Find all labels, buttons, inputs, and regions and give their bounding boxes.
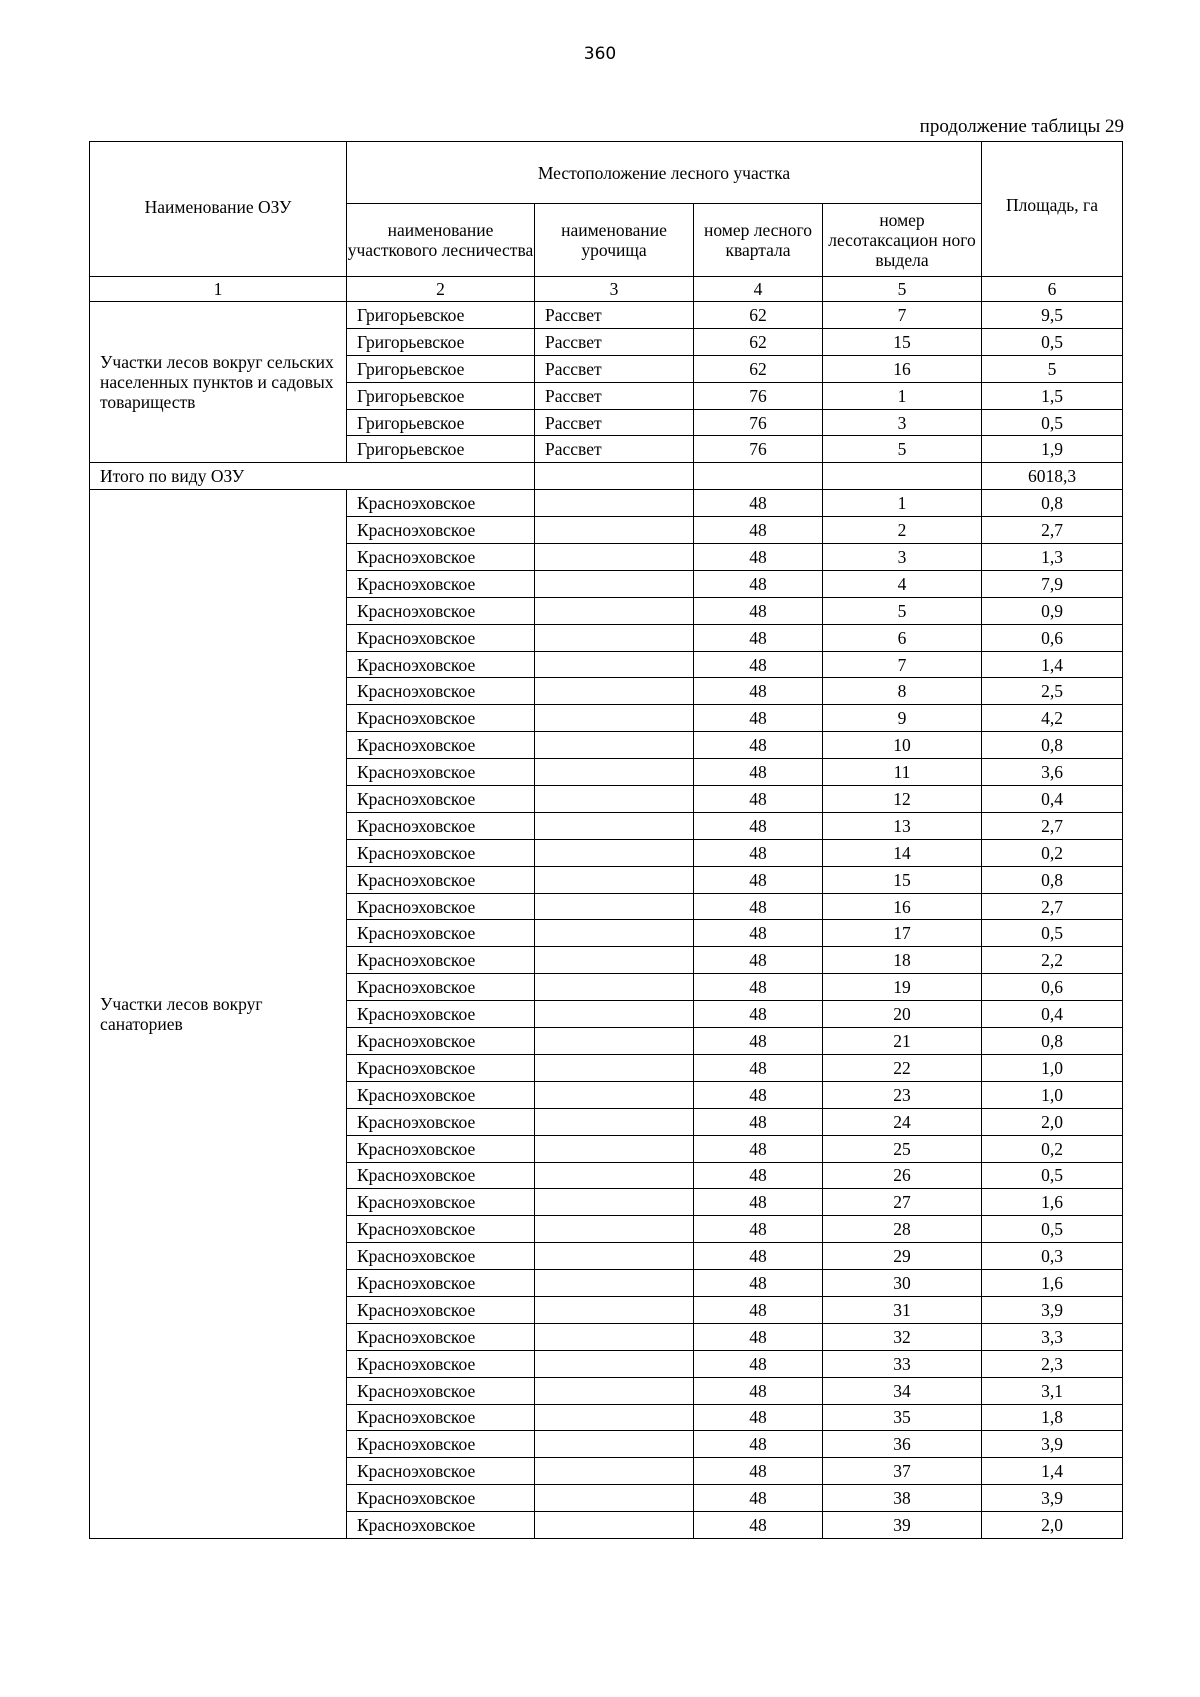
ozu-name-cell: Участки лесов вокруг санаториев	[90, 490, 347, 1539]
cell-forestry: Красноэховское	[347, 812, 535, 839]
cell-quarter: 48	[694, 1108, 823, 1135]
cell-forestry: Красноэховское	[347, 839, 535, 866]
cell-allotment: 15	[823, 328, 982, 355]
cell-tract	[535, 678, 694, 705]
cell-quarter: 48	[694, 1296, 823, 1323]
cell-quarter: 76	[694, 382, 823, 409]
cell-area: 1,0	[982, 1081, 1123, 1108]
cell-forestry: Красноэховское	[347, 920, 535, 947]
cell-forestry: Красноэховское	[347, 1054, 535, 1081]
cell-quarter: 48	[694, 866, 823, 893]
cell-forestry: Красноэховское	[347, 1108, 535, 1135]
cell-quarter: 48	[694, 974, 823, 1001]
cell-forestry: Красноэховское	[347, 866, 535, 893]
cell-area: 2,3	[982, 1350, 1123, 1377]
cell-forestry: Красноэховское	[347, 1485, 535, 1512]
empty-cell	[823, 463, 982, 490]
cell-tract	[535, 1162, 694, 1189]
cell-tract: Рассвет	[535, 409, 694, 436]
cell-forestry: Красноэховское	[347, 947, 535, 974]
column-number: 2	[347, 277, 535, 302]
cell-forestry: Красноэховское	[347, 974, 535, 1001]
cell-area: 3,1	[982, 1377, 1123, 1404]
cell-forestry: Григорьевское	[347, 382, 535, 409]
cell-quarter: 48	[694, 893, 823, 920]
cell-forestry: Красноэховское	[347, 786, 535, 813]
cell-area: 2,2	[982, 947, 1123, 974]
cell-area: 1,6	[982, 1270, 1123, 1297]
cell-allotment: 9	[823, 705, 982, 732]
cell-quarter: 48	[694, 920, 823, 947]
cell-area: 0,6	[982, 624, 1123, 651]
cell-allotment: 19	[823, 974, 982, 1001]
cell-area: 2,0	[982, 1512, 1123, 1539]
cell-quarter: 48	[694, 1485, 823, 1512]
cell-allotment: 32	[823, 1323, 982, 1350]
cell-forestry: Красноэховское	[347, 1243, 535, 1270]
cell-tract	[535, 866, 694, 893]
cell-quarter: 48	[694, 812, 823, 839]
cell-allotment: 2	[823, 517, 982, 544]
empty-cell	[694, 463, 823, 490]
column-number: 6	[982, 277, 1123, 302]
cell-area: 5	[982, 355, 1123, 382]
cell-allotment: 16	[823, 893, 982, 920]
column-number: 5	[823, 277, 982, 302]
cell-tract	[535, 1377, 694, 1404]
cell-allotment: 3	[823, 409, 982, 436]
cell-allotment: 8	[823, 678, 982, 705]
cell-quarter: 48	[694, 1216, 823, 1243]
cell-forestry: Красноэховское	[347, 732, 535, 759]
forest-plots-table	[89, 141, 1123, 1539]
column-numbers-row	[90, 277, 1123, 302]
cell-tract	[535, 1296, 694, 1323]
cell-area: 0,6	[982, 974, 1123, 1001]
cell-forestry: Красноэховское	[347, 597, 535, 624]
cell-area: 0,5	[982, 409, 1123, 436]
cell-tract	[535, 1081, 694, 1108]
cell-quarter: 48	[694, 1243, 823, 1270]
table-row	[90, 302, 1123, 329]
cell-allotment: 28	[823, 1216, 982, 1243]
cell-quarter: 62	[694, 302, 823, 329]
cell-forestry: Красноэховское	[347, 1404, 535, 1431]
cell-forestry: Красноэховское	[347, 1350, 535, 1377]
cell-tract	[535, 1350, 694, 1377]
cell-quarter: 48	[694, 570, 823, 597]
cell-allotment: 29	[823, 1243, 982, 1270]
cell-allotment: 16	[823, 355, 982, 382]
cell-allotment: 13	[823, 812, 982, 839]
cell-quarter: 48	[694, 1162, 823, 1189]
header-allotment: номер лесотаксацион ного выдела	[823, 204, 982, 277]
cell-tract	[535, 1001, 694, 1028]
header-name: Наименование ОЗУ	[90, 142, 347, 277]
cell-forestry: Красноэховское	[347, 544, 535, 571]
cell-quarter: 48	[694, 651, 823, 678]
cell-forestry: Красноэховское	[347, 624, 535, 651]
cell-forestry: Красноэховское	[347, 1135, 535, 1162]
cell-tract: Рассвет	[535, 328, 694, 355]
cell-tract	[535, 1431, 694, 1458]
cell-quarter: 48	[694, 839, 823, 866]
cell-tract: Рассвет	[535, 355, 694, 382]
cell-area: 2,5	[982, 678, 1123, 705]
cell-area: 0,5	[982, 1216, 1123, 1243]
cell-quarter: 48	[694, 732, 823, 759]
cell-quarter: 48	[694, 1001, 823, 1028]
cell-forestry: Красноэховское	[347, 570, 535, 597]
cell-allotment: 5	[823, 436, 982, 463]
cell-tract: Рассвет	[535, 382, 694, 409]
cell-tract	[535, 570, 694, 597]
cell-tract	[535, 1323, 694, 1350]
cell-area: 1,0	[982, 1054, 1123, 1081]
cell-tract	[535, 544, 694, 571]
cell-quarter: 48	[694, 786, 823, 813]
cell-allotment: 31	[823, 1296, 982, 1323]
cell-allotment: 6	[823, 624, 982, 651]
header-tract: наименование урочища	[535, 204, 694, 277]
cell-allotment: 35	[823, 1404, 982, 1431]
cell-area: 7,9	[982, 570, 1123, 597]
cell-tract	[535, 1458, 694, 1485]
cell-forestry: Красноэховское	[347, 1323, 535, 1350]
cell-area: 0,8	[982, 1028, 1123, 1055]
cell-area: 0,8	[982, 732, 1123, 759]
cell-quarter: 48	[694, 597, 823, 624]
cell-quarter: 48	[694, 1431, 823, 1458]
cell-tract	[535, 1404, 694, 1431]
cell-tract	[535, 1054, 694, 1081]
empty-cell	[535, 463, 694, 490]
cell-forestry: Красноэховское	[347, 1270, 535, 1297]
cell-area: 0,4	[982, 786, 1123, 813]
cell-tract	[535, 1028, 694, 1055]
cell-tract	[535, 893, 694, 920]
cell-area: 1,9	[982, 436, 1123, 463]
cell-quarter: 48	[694, 759, 823, 786]
cell-quarter: 76	[694, 409, 823, 436]
cell-forestry: Красноэховское	[347, 1081, 535, 1108]
cell-tract	[535, 1135, 694, 1162]
cell-forestry: Красноэховское	[347, 759, 535, 786]
cell-allotment: 33	[823, 1350, 982, 1377]
cell-quarter: 48	[694, 1135, 823, 1162]
cell-allotment: 18	[823, 947, 982, 974]
cell-allotment: 10	[823, 732, 982, 759]
cell-area: 0,9	[982, 597, 1123, 624]
cell-allotment: 39	[823, 1512, 982, 1539]
cell-area: 2,0	[982, 1108, 1123, 1135]
cell-tract	[535, 732, 694, 759]
cell-tract	[535, 517, 694, 544]
cell-area: 0,2	[982, 839, 1123, 866]
cell-area: 3,9	[982, 1296, 1123, 1323]
header-forestry: наименование участкового лесничества	[347, 204, 535, 277]
cell-forestry: Красноэховское	[347, 1162, 535, 1189]
table-continuation-label: продолжение таблицы 29	[919, 116, 1124, 137]
cell-tract	[535, 920, 694, 947]
cell-area: 3,3	[982, 1323, 1123, 1350]
cell-area: 0,5	[982, 328, 1123, 355]
cell-allotment: 12	[823, 786, 982, 813]
cell-tract	[535, 974, 694, 1001]
cell-quarter: 48	[694, 624, 823, 651]
cell-allotment: 37	[823, 1458, 982, 1485]
cell-quarter: 48	[694, 1189, 823, 1216]
cell-tract	[535, 786, 694, 813]
cell-allotment: 27	[823, 1189, 982, 1216]
cell-area: 2,7	[982, 517, 1123, 544]
cell-quarter: 76	[694, 436, 823, 463]
cell-area: 1,8	[982, 1404, 1123, 1431]
cell-area: 1,4	[982, 651, 1123, 678]
cell-tract	[535, 1189, 694, 1216]
cell-allotment: 24	[823, 1108, 982, 1135]
cell-area: 4,2	[982, 705, 1123, 732]
cell-quarter: 48	[694, 517, 823, 544]
column-number: 4	[694, 277, 823, 302]
cell-area: 3,9	[982, 1431, 1123, 1458]
cell-area: 0,5	[982, 920, 1123, 947]
cell-quarter: 48	[694, 1512, 823, 1539]
cell-forestry: Красноэховское	[347, 517, 535, 544]
cell-allotment: 7	[823, 302, 982, 329]
cell-tract	[535, 947, 694, 974]
cell-area: 1,5	[982, 382, 1123, 409]
cell-area: 3,6	[982, 759, 1123, 786]
cell-forestry: Красноэховское	[347, 1189, 535, 1216]
cell-tract	[535, 759, 694, 786]
cell-tract: Рассвет	[535, 302, 694, 329]
cell-area: 3,9	[982, 1485, 1123, 1512]
cell-allotment: 1	[823, 382, 982, 409]
cell-tract: Рассвет	[535, 436, 694, 463]
cell-forestry: Красноэховское	[347, 1377, 535, 1404]
header-location: Местоположение лесного участка	[347, 142, 982, 204]
cell-forestry: Красноэховское	[347, 1296, 535, 1323]
cell-allotment: 4	[823, 570, 982, 597]
cell-forestry: Красноэховское	[347, 1512, 535, 1539]
cell-forestry: Красноэховское	[347, 705, 535, 732]
cell-allotment: 22	[823, 1054, 982, 1081]
cell-allotment: 30	[823, 1270, 982, 1297]
cell-quarter: 48	[694, 490, 823, 517]
cell-forestry: Красноэховское	[347, 1431, 535, 1458]
cell-allotment: 25	[823, 1135, 982, 1162]
column-number: 3	[535, 277, 694, 302]
cell-quarter: 48	[694, 678, 823, 705]
cell-allotment: 7	[823, 651, 982, 678]
cell-allotment: 23	[823, 1081, 982, 1108]
cell-tract	[535, 1216, 694, 1243]
cell-forestry: Красноэховское	[347, 1028, 535, 1055]
cell-area: 2,7	[982, 893, 1123, 920]
cell-allotment: 26	[823, 1162, 982, 1189]
cell-quarter: 48	[694, 1404, 823, 1431]
cell-quarter: 48	[694, 1458, 823, 1485]
cell-allotment: 20	[823, 1001, 982, 1028]
cell-area: 0,8	[982, 490, 1123, 517]
cell-allotment: 38	[823, 1485, 982, 1512]
cell-quarter: 48	[694, 1377, 823, 1404]
cell-allotment: 34	[823, 1377, 982, 1404]
cell-forestry: Красноэховское	[347, 651, 535, 678]
cell-forestry: Красноэховское	[347, 1458, 535, 1485]
cell-tract	[535, 624, 694, 651]
cell-tract	[535, 1512, 694, 1539]
cell-area: 0,2	[982, 1135, 1123, 1162]
ozu-name-cell: Участки лесов вокруг сельских населенных пунктов и садовых товариществ	[90, 302, 347, 463]
cell-forestry: Красноэховское	[347, 1216, 535, 1243]
cell-quarter: 62	[694, 355, 823, 382]
cell-forestry: Григорьевское	[347, 355, 535, 382]
cell-tract	[535, 490, 694, 517]
cell-area: 2,7	[982, 812, 1123, 839]
cell-area: 1,6	[982, 1189, 1123, 1216]
cell-tract	[535, 812, 694, 839]
cell-area: 9,5	[982, 302, 1123, 329]
cell-area: 0,5	[982, 1162, 1123, 1189]
header-area: Площадь, га	[982, 142, 1123, 277]
cell-quarter: 48	[694, 1350, 823, 1377]
cell-allotment: 11	[823, 759, 982, 786]
cell-forestry: Красноэховское	[347, 678, 535, 705]
cell-tract	[535, 1108, 694, 1135]
page-number: 360	[583, 44, 617, 64]
cell-allotment: 15	[823, 866, 982, 893]
cell-forestry: Григорьевское	[347, 409, 535, 436]
cell-quarter: 48	[694, 1270, 823, 1297]
cell-quarter: 62	[694, 328, 823, 355]
cell-tract	[535, 651, 694, 678]
cell-forestry: Григорьевское	[347, 436, 535, 463]
cell-forestry: Красноэховское	[347, 893, 535, 920]
cell-allotment: 21	[823, 1028, 982, 1055]
cell-quarter: 48	[694, 544, 823, 571]
cell-allotment: 14	[823, 839, 982, 866]
cell-forestry: Красноэховское	[347, 490, 535, 517]
cell-quarter: 48	[694, 1054, 823, 1081]
total-label: Итого по виду ОЗУ	[90, 463, 535, 490]
cell-area: 0,4	[982, 1001, 1123, 1028]
cell-tract	[535, 1485, 694, 1512]
cell-area: 0,8	[982, 866, 1123, 893]
cell-area: 0,3	[982, 1243, 1123, 1270]
cell-quarter: 48	[694, 705, 823, 732]
cell-tract	[535, 705, 694, 732]
cell-forestry: Григорьевское	[347, 302, 535, 329]
total-area: 6018,3	[982, 463, 1123, 490]
cell-tract	[535, 597, 694, 624]
cell-forestry: Григорьевское	[347, 328, 535, 355]
header-quarter: номер лесного квартала	[694, 204, 823, 277]
cell-quarter: 48	[694, 947, 823, 974]
cell-forestry: Красноэховское	[347, 1001, 535, 1028]
cell-quarter: 48	[694, 1028, 823, 1055]
cell-area: 1,4	[982, 1458, 1123, 1485]
column-number: 1	[90, 277, 347, 302]
cell-allotment: 3	[823, 544, 982, 571]
cell-quarter: 48	[694, 1081, 823, 1108]
total-row	[90, 463, 1123, 490]
table-row	[90, 490, 1123, 517]
cell-area: 1,3	[982, 544, 1123, 571]
cell-tract	[535, 1270, 694, 1297]
cell-quarter: 48	[694, 1323, 823, 1350]
cell-tract	[535, 1243, 694, 1270]
cell-allotment: 17	[823, 920, 982, 947]
cell-tract	[535, 839, 694, 866]
cell-allotment: 36	[823, 1431, 982, 1458]
cell-allotment: 1	[823, 490, 982, 517]
cell-allotment: 5	[823, 597, 982, 624]
